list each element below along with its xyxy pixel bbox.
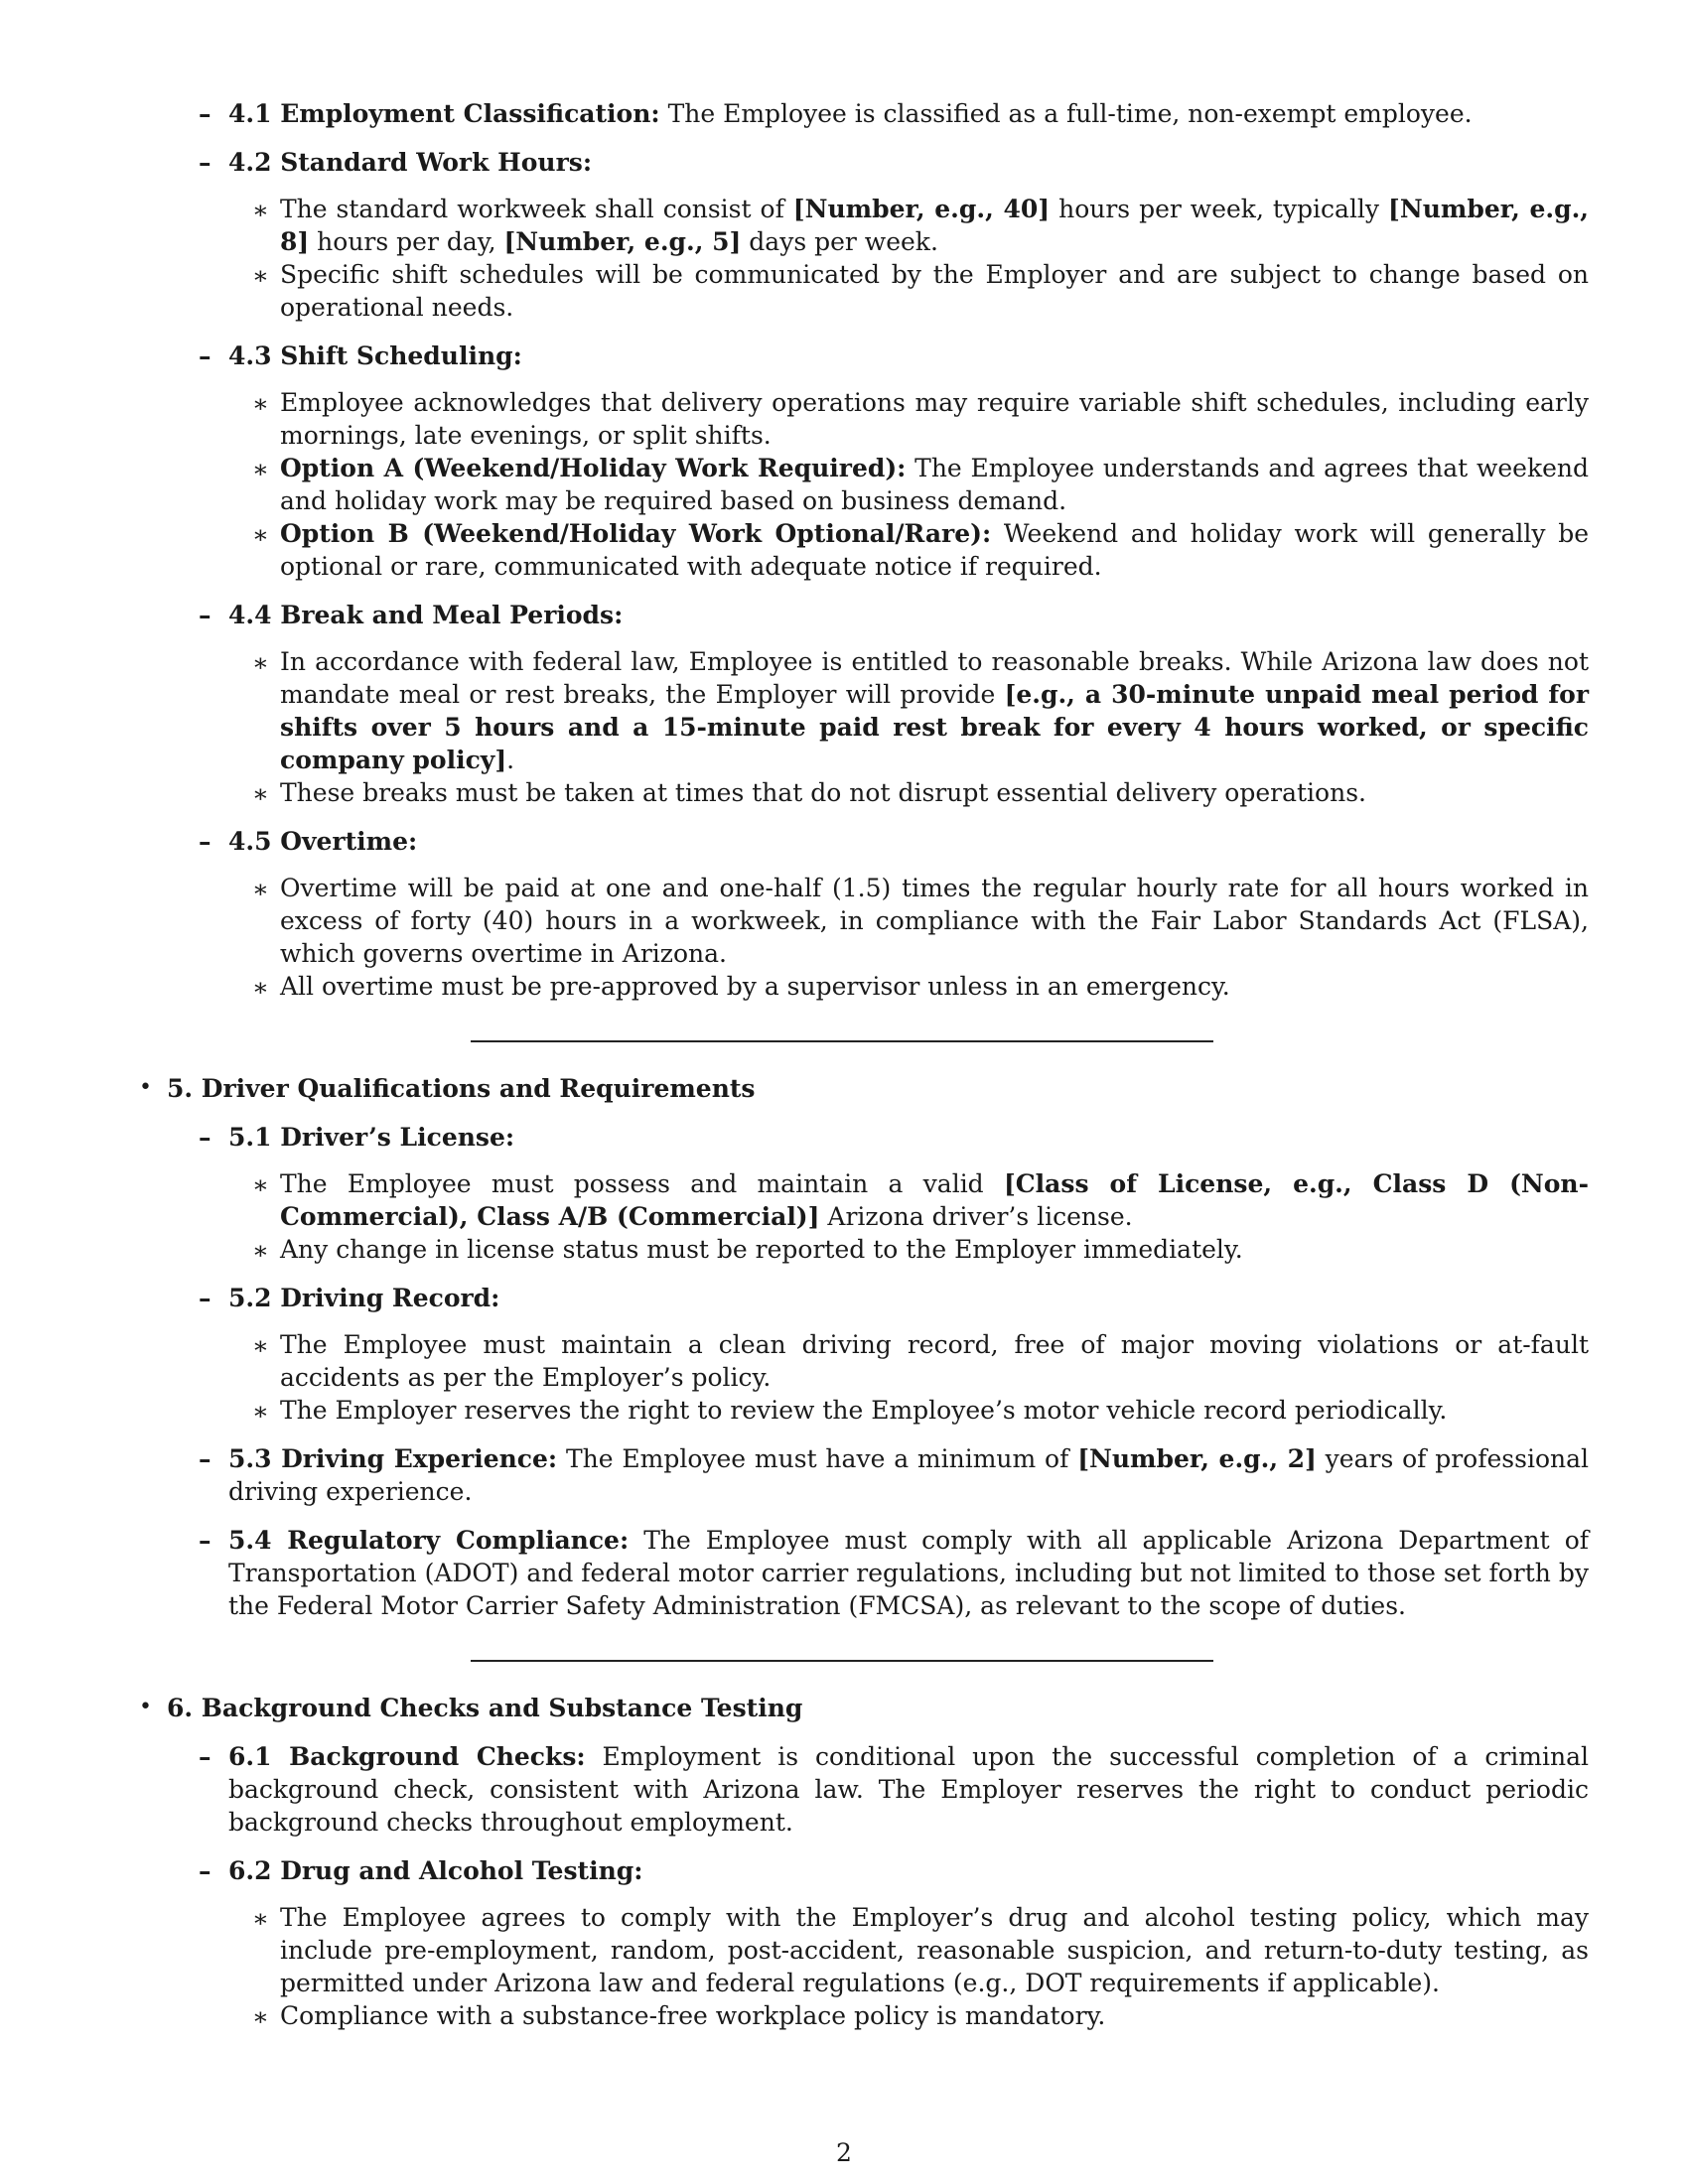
item-6-2-list [129, 1901, 1589, 2032]
asterisk-marker: ∗ [252, 455, 269, 483]
list-item: ∗ The Employee must maintain a clean driving record, free of major moving violations or at-fault accidents as per the Employer’s policy. [252, 1330, 1589, 1392]
item-label: 5.1 Driver’s License: [228, 1123, 515, 1152]
list-item: ∗ These breaks must be taken at times that do not disrupt essential delivery operations. [252, 778, 1366, 808]
item-label: 6.1 Background Checks: [228, 1742, 586, 1771]
list-item: ∗ Option B (Weekend/Holiday Work Optional/Rare): Weekend and holiday work will generally be optional or rare, communicated with adequate notice if required. [252, 519, 1589, 581]
asterisk-marker: ∗ [252, 973, 269, 1002]
list-item: ∗ Option A (Weekend/Holiday Work Required): The Employee understands and agrees that weekend and holiday work may be required based on business demand. [252, 454, 1589, 515]
horizontal-rule [471, 1040, 1213, 1042]
section-title: 5. Driver Qualifications and Requirements [167, 1074, 756, 1103]
placeholder-field: [Number, e.g., 5] [503, 227, 742, 256]
item-label: 6.2 Drug and Alcohol Testing: [228, 1856, 643, 1885]
dash-marker: – [199, 1526, 211, 1555]
item-label: 5.2 Driving Record: [228, 1284, 500, 1312]
list-item: ∗ Overtime will be paid at one and one-half (1.5) times the regular hourly rate for all hours worked in excess of forty (40) hours in a workweek, in compliance with the Fair Labor Standards Act (FLSA), which governs overtime in Arizona. [252, 874, 1589, 968]
list-item: ∗ Specific shift schedules will be communicated by the Employer and are subject to change based on operational needs. [252, 260, 1589, 322]
page-number: 2 [836, 2138, 852, 2167]
item-4-1: – 4.1 Employment Classification: The Employee is classified as a full-time, non-exempt employee. [199, 99, 1473, 128]
list-item: ∗ Any change in license status must be reported to the Employer immediately. [252, 1235, 1243, 1265]
dash-marker: – [199, 1284, 211, 1312]
placeholder-field: [e.g., a 30-minute unpaid meal period for shifts over 5 hours and a 15-minute paid rest break for every 4 hours worked, or specific company policy] [280, 680, 1589, 774]
asterisk-marker: ∗ [252, 389, 269, 418]
dash-marker: – [199, 99, 211, 128]
asterisk-marker: ∗ [252, 1170, 269, 1199]
dash-marker: – [199, 1856, 211, 1885]
dash-marker: – [199, 1123, 211, 1152]
list-item: ∗ Compliance with a substance-free workplace policy is mandatory. [252, 2001, 1106, 2031]
item-label: 4.3 Shift Scheduling: [228, 341, 522, 370]
item-label: 4.5 Overtime: [228, 827, 418, 856]
section-title: 6. Background Checks and Substance Testing [167, 1694, 803, 1722]
asterisk-marker: ∗ [252, 1904, 269, 1933]
section-5 [129, 1072, 1589, 1105]
horizontal-rule [471, 1660, 1213, 1662]
asterisk-marker: ∗ [252, 196, 269, 224]
item-label: 5.3 Driving Experience: [228, 1444, 558, 1473]
placeholder-field: [Class of License, e.g., Class D (Non-Commercial), Class A/B (Commercial)] [280, 1169, 1589, 1231]
asterisk-marker: ∗ [252, 2002, 269, 2031]
list-item: ∗ All overtime must be pre-approved by a supervisor unless in an emergency. [252, 972, 1230, 1002]
item-4-3 [129, 340, 1589, 372]
asterisk-marker: ∗ [252, 1331, 269, 1360]
item-4-2 [129, 146, 1589, 179]
placeholder-field: [Number, e.g., 2] [1077, 1444, 1317, 1473]
asterisk-marker: ∗ [252, 261, 269, 290]
asterisk-marker: ∗ [252, 875, 269, 903]
dash-marker: – [199, 1742, 211, 1771]
item-4-4-list [129, 645, 1589, 809]
item-4-5 [129, 825, 1589, 858]
item-5-1-list [129, 1167, 1589, 1266]
placeholder-field: [Number, e.g., 40] [792, 195, 1051, 223]
item-label: 4.1 Employment Classification: [228, 99, 660, 128]
item-6-2 [129, 1854, 1589, 1887]
item-5-3: – 5.3 Driving Experience: The Employee must have a minimum of [Number, e.g., 2] years of professional driving experience. [199, 1444, 1589, 1506]
list-item: ∗ Employee acknowledges that delivery operations may require variable shift schedules, including early mornings, late evenings, or split shifts. [252, 388, 1589, 450]
list-item: ∗ The Employee agrees to comply with the Employer’s drug and alcohol testing policy, which may include pre-employment, random, post-accident, reasonable suspicion, and return-to-duty testing, as permitted under Arizona law and federal regulations (e.g., DOT requirements if applicable). [252, 1903, 1589, 1997]
placeholder-field: [Number, e.g., 8] [280, 195, 1590, 256]
asterisk-marker: ∗ [252, 779, 269, 808]
item-5-4: – 5.4 Regulatory Compliance: The Employee must comply with all applicable Arizona Department of Transportation (ADOT) and federal motor carrier regulations, including but not limited to those set forth by the Federal Motor Carrier Safety Administration (FMCSA), as relevant to the scope of duties. [199, 1526, 1589, 1620]
dash-marker: – [199, 1444, 211, 1473]
asterisk-marker: ∗ [252, 1236, 269, 1265]
asterisk-marker: ∗ [252, 520, 269, 549]
item-6-1: – 6.1 Background Checks: Employment is conditional upon the successful completion of a criminal background check, consistent with Arizona law. The Employer reserves the right to conduct periodic background checks throughout employment. [199, 1742, 1589, 1837]
page-content [129, 97, 1589, 2032]
dash-marker: – [199, 601, 211, 629]
bullet-marker: • [139, 1695, 152, 1719]
item-label: 4.2 Standard Work Hours: [228, 148, 593, 177]
item-4-4 [129, 599, 1589, 631]
item-4-3-list [129, 386, 1589, 583]
asterisk-marker: ∗ [252, 648, 269, 677]
item-5-2-list [129, 1328, 1589, 1427]
bullet-marker: • [139, 1075, 152, 1100]
option-label: Option A (Weekend/Holiday Work Required): [280, 454, 907, 482]
item-5-1 [129, 1121, 1589, 1154]
item-label: 5.4 Regulatory Compliance: [228, 1526, 630, 1555]
dash-marker: – [199, 827, 211, 856]
list-item: ∗ The standard workweek shall consist of [Number, e.g., 40] hours per week, typically [Number, e.g., 8] hours per day, [Number, e.g., 5] days per week. [252, 195, 1590, 256]
item-4-2-list [129, 193, 1589, 324]
list-item: ∗ In accordance with federal law, Employee is entitled to reasonable breaks. While Arizona law does not mandate meal or rest breaks, the Employer will provide [e.g., a 30-minute unpaid meal period for shifts over 5 hours and a 15-minute paid rest break for every 4 hours worked, or specific company policy]. [252, 647, 1589, 774]
item-5-2 [129, 1282, 1589, 1314]
list-item: ∗ The Employee must possess and maintain a valid [Class of License, e.g., Class D (Non-Commercial), Class A/B (Commercial)] Arizona driver’s license. [252, 1169, 1589, 1231]
item-4-5-list [129, 872, 1589, 1003]
dash-marker: – [199, 341, 211, 370]
item-label: 4.4 Break and Meal Periods: [228, 601, 624, 629]
list-item: ∗ The Employer reserves the right to review the Employee’s motor vehicle record periodically. [252, 1396, 1448, 1426]
asterisk-marker: ∗ [252, 1397, 269, 1426]
dash-marker: – [199, 148, 211, 177]
option-label: Option B (Weekend/Holiday Work Optional/Rare): [280, 519, 992, 548]
section-6 [129, 1692, 1589, 1724]
